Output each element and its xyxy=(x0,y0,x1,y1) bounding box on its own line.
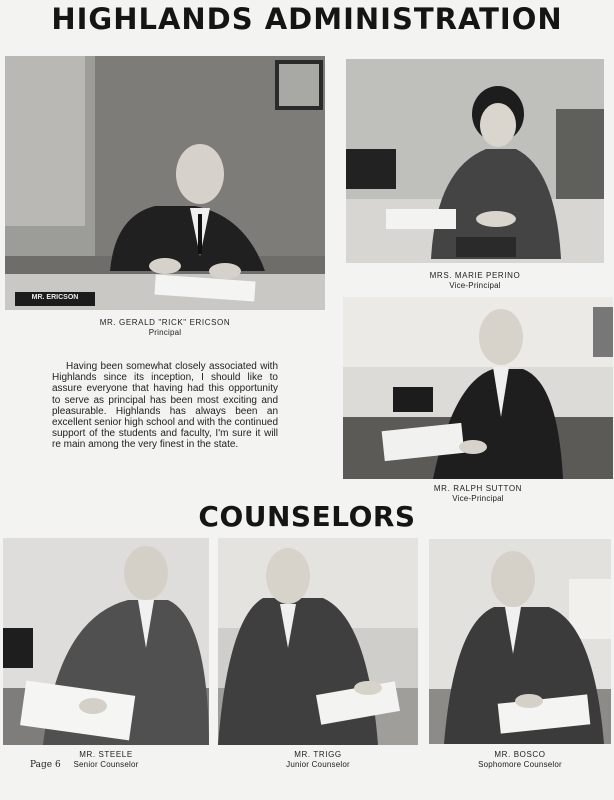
principal-caption xyxy=(5,318,325,338)
counselor-steele-name: MR. STEELE xyxy=(79,750,133,759)
page-title: HIGHLANDS ADMINISTRATION xyxy=(51,2,563,36)
counselor-steele-role: Senior Counselor xyxy=(73,760,139,769)
vice-principal-perino-name: MRS. MARIE PERINO xyxy=(429,271,521,280)
vice-principal-sutton-photo xyxy=(343,297,613,479)
counselor-trigg-name: MR. TRIGG xyxy=(294,750,342,759)
vice-principal-perino-role: Vice-Principal xyxy=(449,281,501,290)
principal-role: Principal xyxy=(148,328,182,337)
counselor-bosco-photo xyxy=(429,539,611,744)
counselor-bosco-caption xyxy=(429,750,611,770)
principal-name: MR. GERALD "RICK" ERICSON xyxy=(99,318,231,327)
counselors-title: COUNSELORS xyxy=(198,500,416,533)
counselor-bosco-name: MR. BOSCO xyxy=(494,750,546,759)
page-number: Page 6 xyxy=(30,760,61,770)
vice-principal-perino-photo xyxy=(346,59,604,263)
counselor-trigg-role: Junior Counselor xyxy=(286,760,350,769)
counselor-trigg-caption xyxy=(218,750,418,770)
vice-principal-sutton-name: MR. RALPH SUTTON xyxy=(433,484,523,493)
vice-principal-perino-caption xyxy=(346,271,604,291)
counselor-bosco-role: Sophomore Counselor xyxy=(478,760,562,769)
nameplate: MR. ERICSON xyxy=(31,294,79,301)
counselor-trigg-photo xyxy=(218,538,418,745)
vice-principal-sutton-role: Vice-Principal xyxy=(452,494,504,503)
principal-quote: Having been somewhat closely associated with Highlands since its inception, I should like to assure everyone that having had this opportunity to serve as principal has been most exciting and pleasurable. Highlands has always been an excellent senior high school and with the continued support of the students and faculty, I'm sure it will re main among the very finest in the state. xyxy=(52,361,278,451)
counselor-steele-photo xyxy=(3,538,209,745)
principal-photo xyxy=(5,56,325,310)
